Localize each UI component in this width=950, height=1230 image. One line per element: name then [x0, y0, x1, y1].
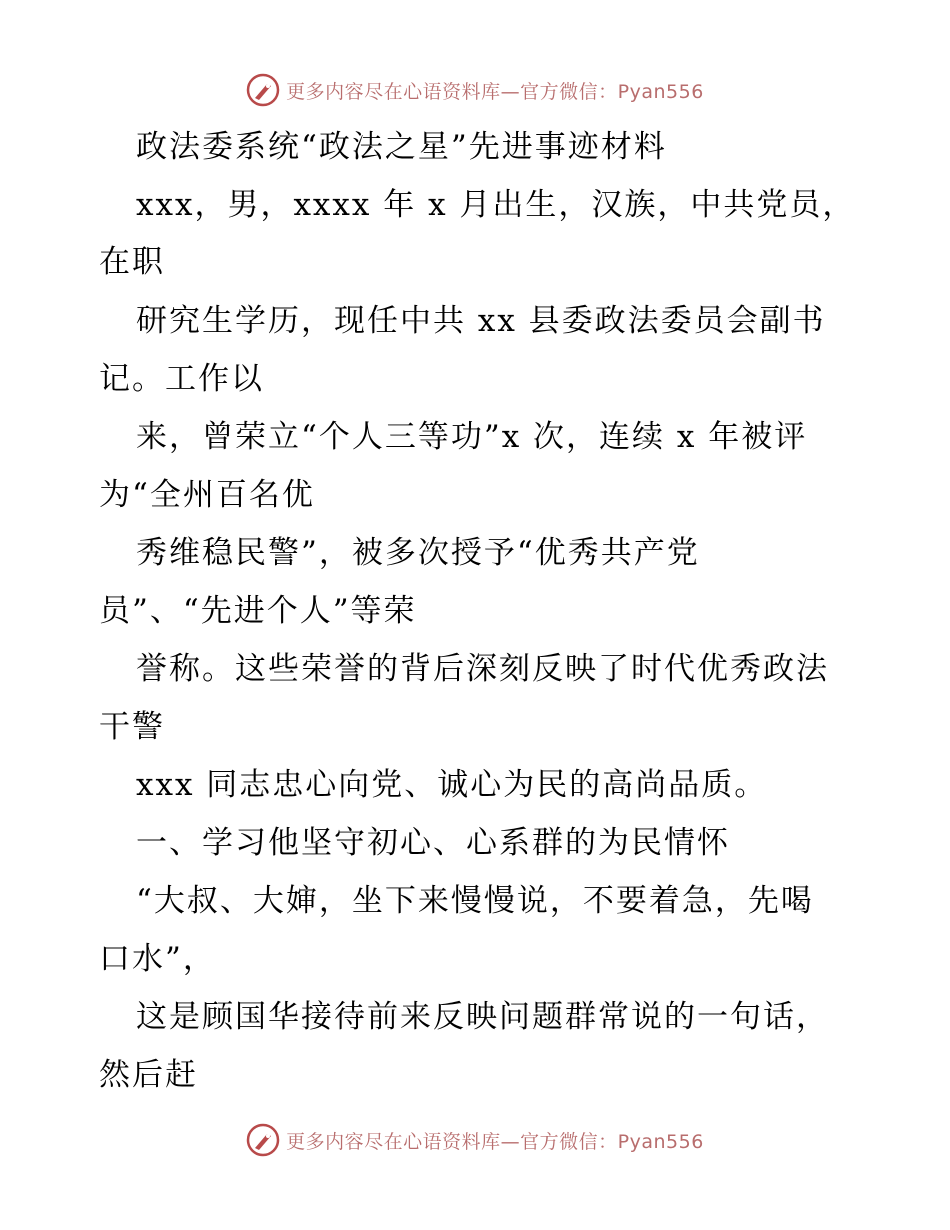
paragraph-line: 这是顾国华接待前来反映问题群常说的一句话， [136, 999, 829, 1035]
paragraph-line: 研究生学历，现任中共 xx 县委政法委员会副书 [136, 303, 826, 339]
paragraph-line: 誉称。这些荣誉的背后深刻反映了时代优秀政法 [136, 651, 829, 687]
paragraph-line: 为“全州百名优 [99, 477, 315, 513]
document-title: 政法委系统“政法之星”先进事迹材料 [136, 129, 667, 165]
section-heading: 一、学习他坚守初心、心系群的为民情怀 [136, 825, 730, 861]
paragraph-line: 秀维稳民警”，被多次授予“优秀共产党 [136, 535, 700, 571]
paragraph-line: 来，曾荣立“个人三等功”x 次，连续 x 年被评 [136, 419, 808, 455]
header-watermark [0, 70, 950, 110]
paragraph-line: 在职 [99, 244, 165, 280]
pen-nib-icon [246, 73, 280, 107]
paragraph-line: “大叔、大婶，坐下来慢慢说，不要着急，先喝 [136, 883, 814, 919]
paragraph-line: xxx，男，xxxx 年 x 月出生，汉族，中共党员， [136, 187, 856, 223]
paragraph-line: 员”、“先进个人”等荣 [99, 593, 417, 629]
paragraph-line: 口水”， [99, 941, 216, 977]
pen-nib-icon [246, 1123, 280, 1157]
footer-watermark [0, 1120, 950, 1160]
paragraph-line: 记。工作以 [99, 361, 264, 397]
watermark-text: 更多内容尽在心语资料库—官方微信：Pyan556 [286, 1130, 704, 1153]
paragraph-line: 干警 [99, 709, 165, 745]
paragraph-line: xxx 同志忠心向党、诚心为民的高尚品质。 [136, 767, 768, 803]
watermark-text: 更多内容尽在心语资料库—官方微信：Pyan556 [286, 80, 704, 103]
paragraph-line: 然后赶 [99, 1057, 198, 1093]
